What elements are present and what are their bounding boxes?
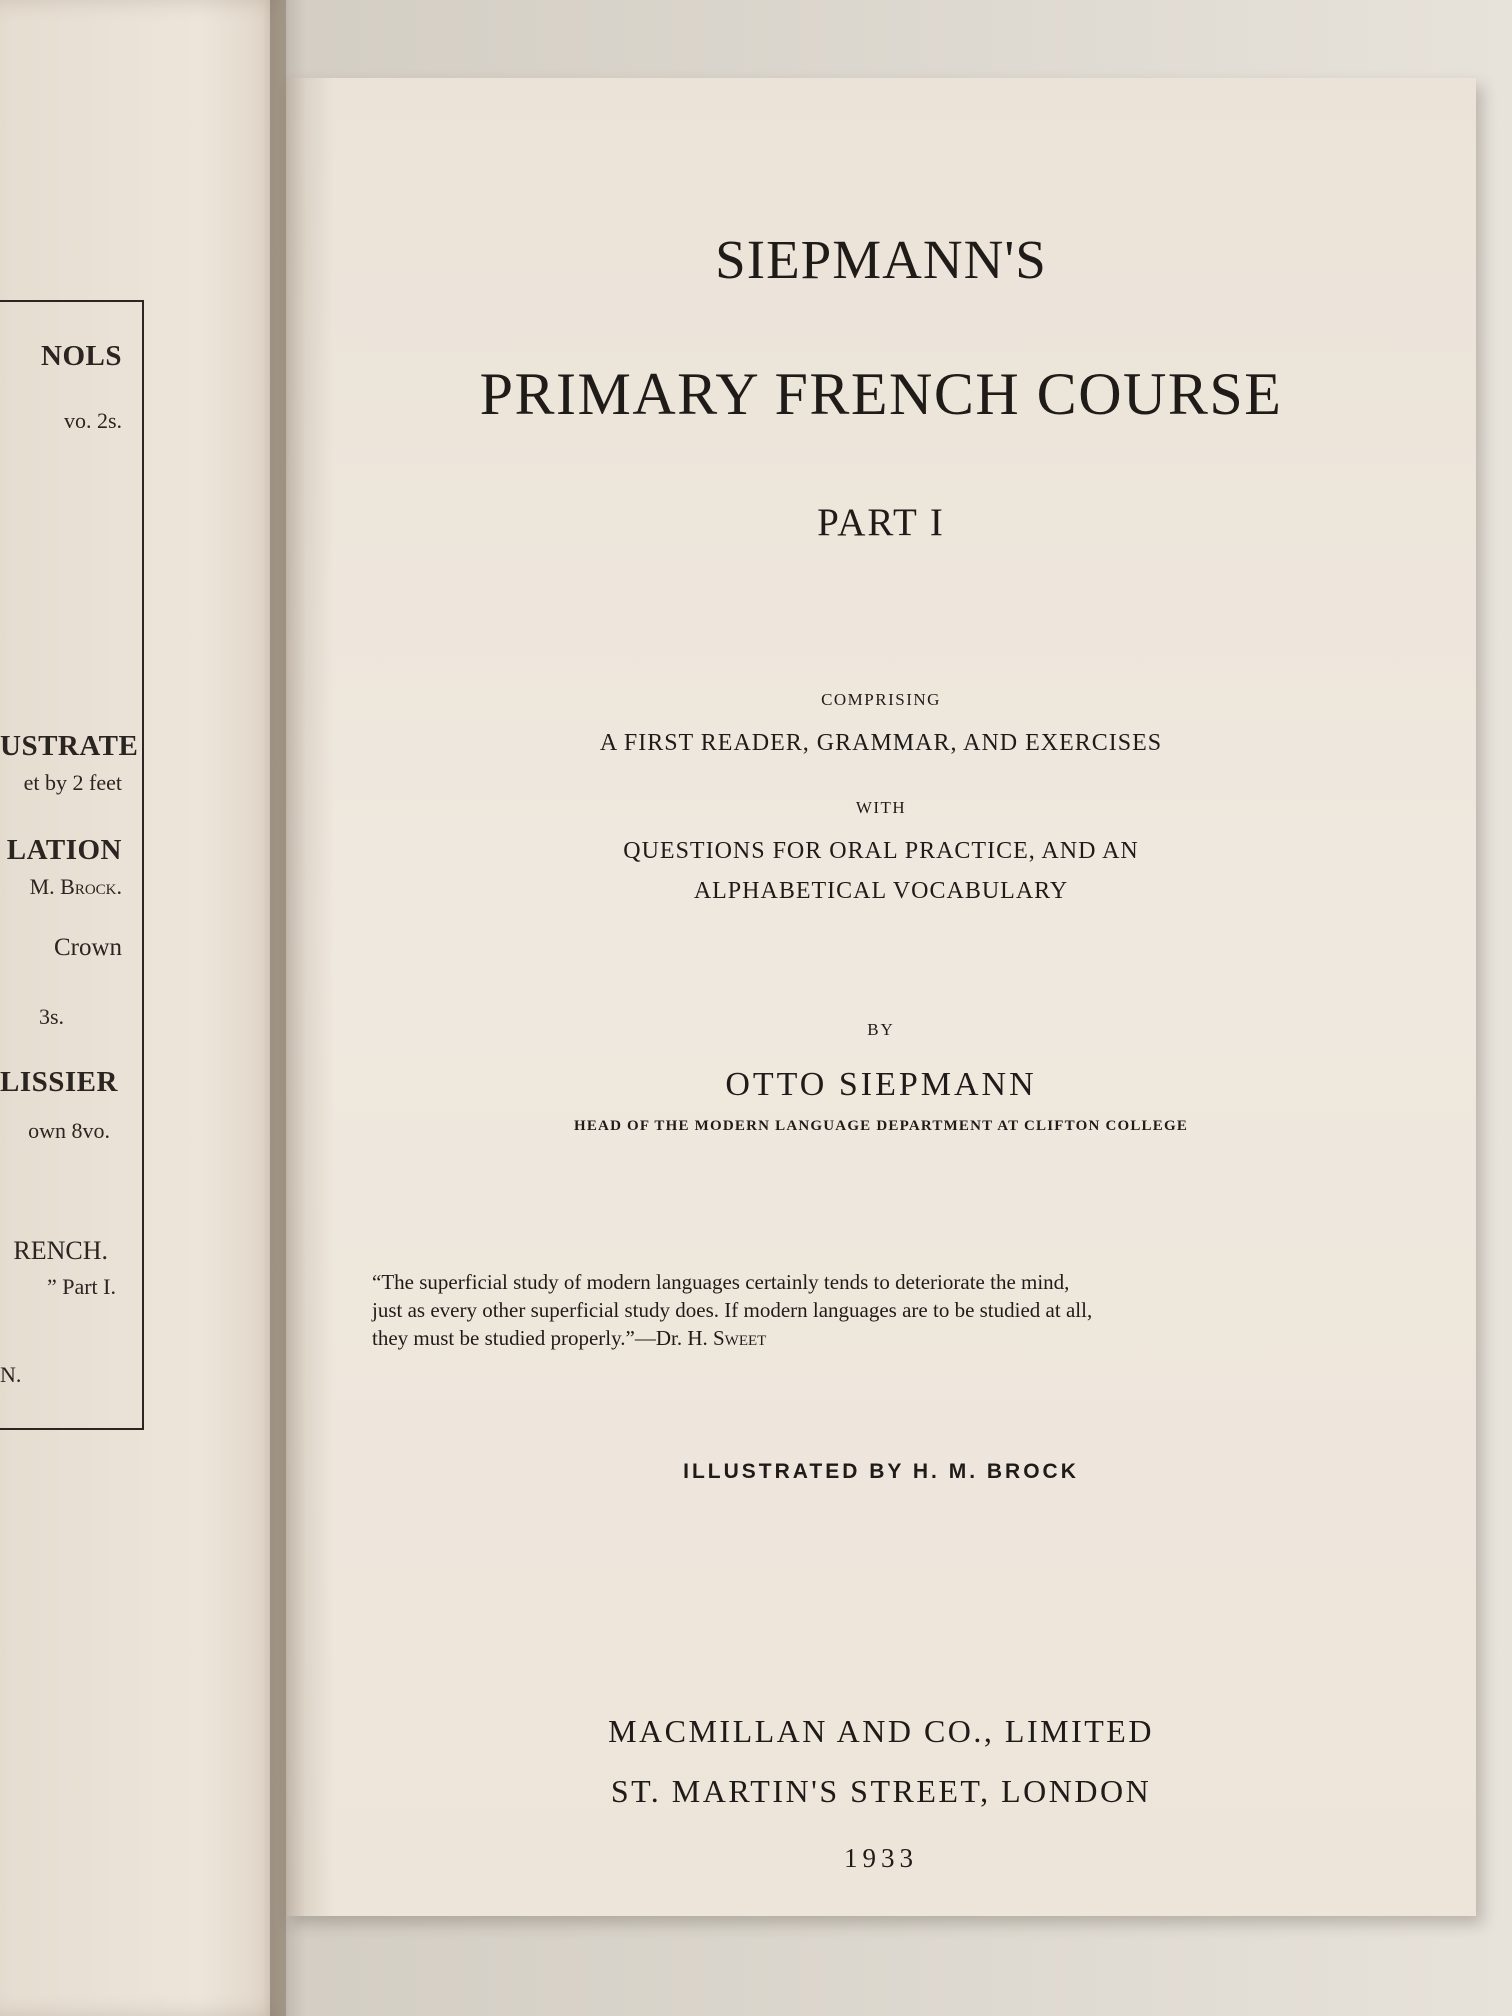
left-line: LISSIER <box>0 1066 118 1098</box>
extras-line-1: QUESTIONS FOR ORAL PRACTICE, AND AN <box>623 838 1139 864</box>
left-line: RENCH. <box>13 1236 108 1265</box>
publisher-address: ST. MARTIN'S STREET, LONDON <box>610 1773 1152 1809</box>
contents-line: A FIRST READER, GRAMMAR, AND EXERCISES <box>599 730 1163 756</box>
illustrator-credit: ILLUSTRATED BY H. M. BROCK <box>683 1460 1079 1483</box>
left-page <box>0 0 286 2016</box>
title-line-1: SIEPMANN'S <box>715 229 1047 290</box>
quote-line-3-text: they must be studied properly.”—Dr. H. <box>372 1326 713 1350</box>
quote-attribution-name: Sweet <box>713 1326 767 1350</box>
author-name: OTTO SIEPMANN <box>725 1066 1037 1103</box>
quote-line-1: “The superficial study of modern languages certainly tends to deteriorate the mind, <box>372 1270 1070 1294</box>
quote-line-2: just as every other superficial study does. If modern languages are to be studied at all, <box>372 1298 1093 1322</box>
with-label: WITH <box>855 798 907 817</box>
author-position: HEAD OF THE MODERN LANGUAGE DEPARTMENT AT CLIFTON COLLEGE <box>573 1118 1189 1134</box>
publication-year: 1933 <box>844 1843 918 1873</box>
title-line-2: PRIMARY FRENCH COURSE <box>479 361 1283 427</box>
extras-line-2: ALPHABETICAL VOCABULARY <box>693 878 1069 904</box>
epigraph-quote <box>372 1268 1330 1352</box>
left-line: Crown <box>53 934 122 961</box>
quote-line-3 <box>372 1324 1330 1352</box>
left-line: NOLS <box>41 340 122 372</box>
left-line: 3s. <box>38 1004 64 1029</box>
comprising-label: COMPRISING <box>821 690 941 709</box>
part-label: PART I <box>817 501 945 544</box>
publisher-name: MACMILLAN AND CO., LIMITED <box>608 1713 1154 1749</box>
title-page <box>286 78 1476 1916</box>
left-line: et by 2 feet <box>23 770 122 795</box>
left-line: USTRATE <box>0 730 139 762</box>
left-line: vo. 2s. <box>63 408 122 433</box>
left-line: M. Brock. <box>29 874 122 899</box>
left-line: LATION <box>6 834 122 866</box>
left-line: ” Part I. <box>46 1274 116 1299</box>
left-line: own 8vo. <box>28 1118 110 1143</box>
by-label: BY <box>867 1020 895 1039</box>
left-line: N. <box>0 1362 22 1387</box>
